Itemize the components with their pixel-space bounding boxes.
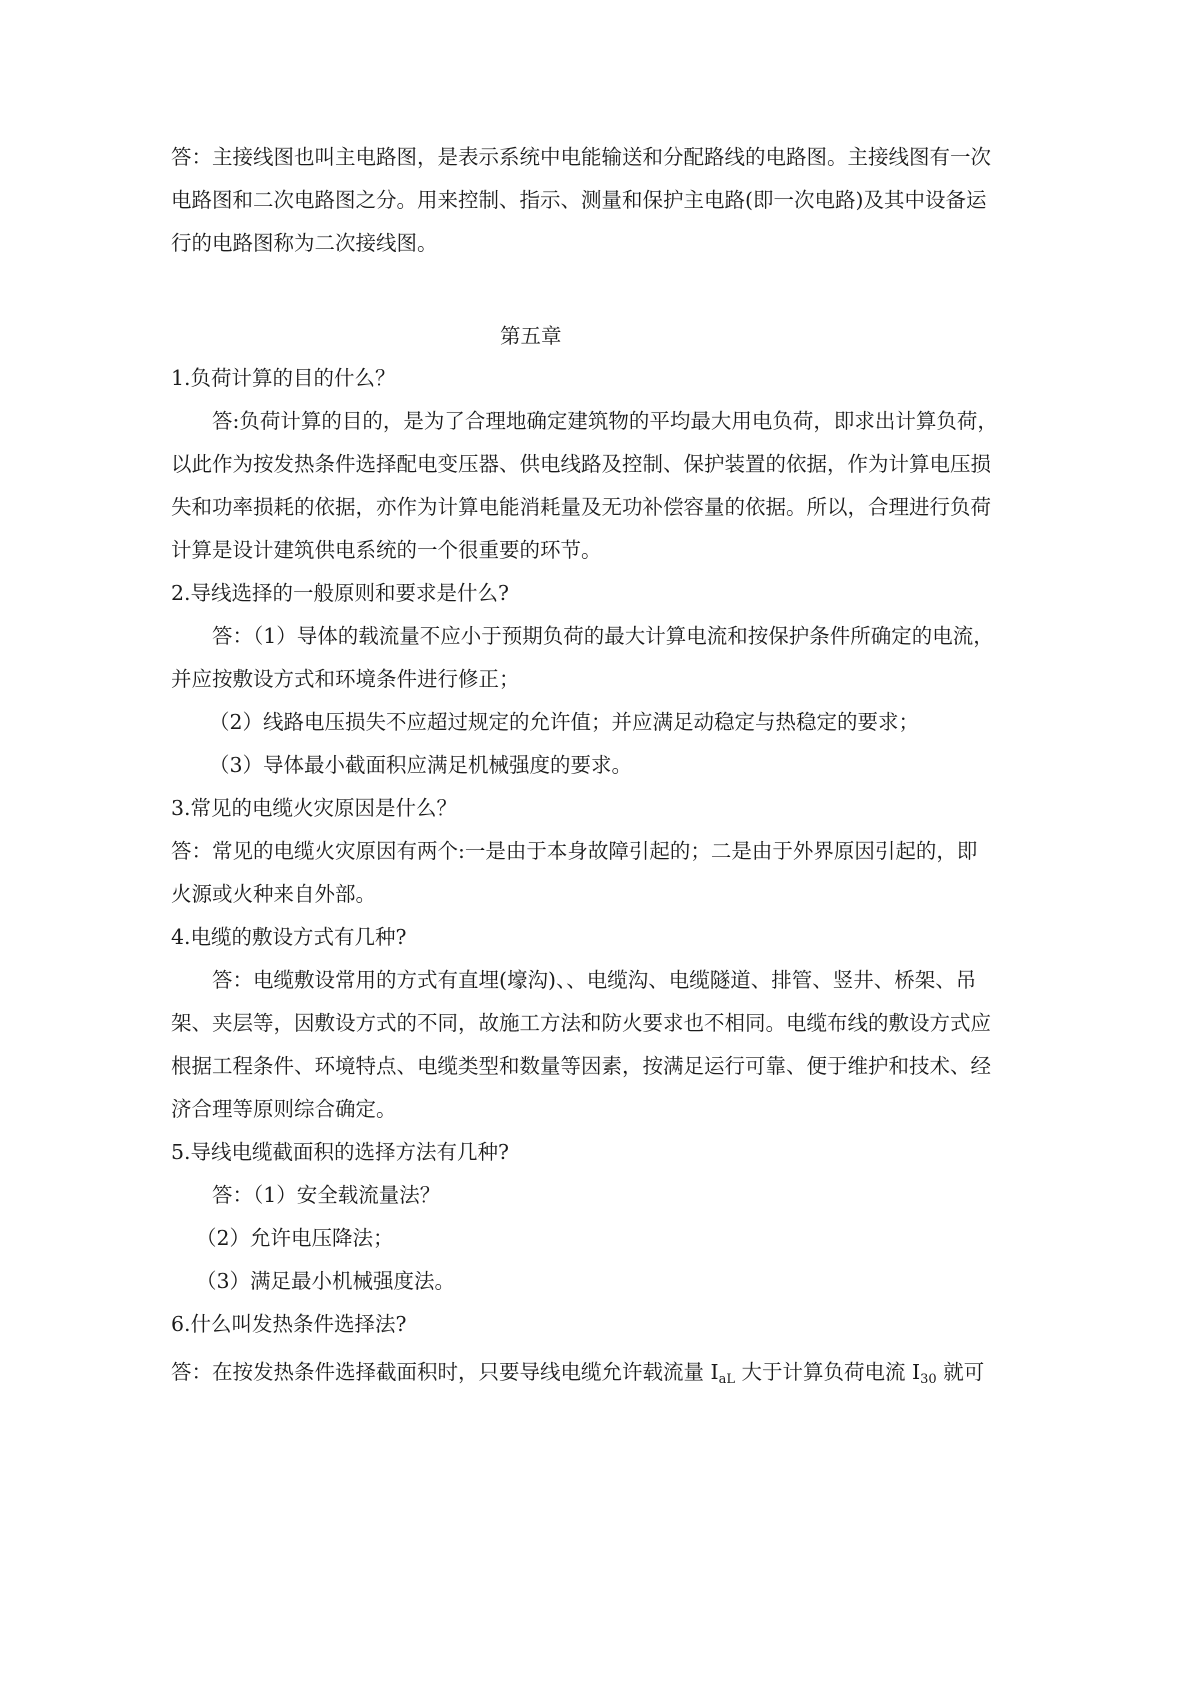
answer-3-line-2: 火源或火种来自外部。: [171, 882, 376, 906]
answer-3-line-1: 答：常见的电缆火灾原因有两个:一是由于本身故障引起的；二是由于外界原因引起的，即: [171, 839, 978, 863]
answer-1-line-2: 以此作为按发热条件选择配电变压器、供电线路及控制、保护装置的依据，作为计算电压损: [171, 452, 991, 476]
answer-6-line-1: [171, 1357, 984, 1395]
prev-answer-line-3: 行的电路图称为二次接线图。: [171, 231, 438, 255]
answer-2-line-2: 并应按敷设方式和环境条件进行修正；: [171, 667, 520, 691]
question-1: 1.负荷计算的目的什么？: [171, 366, 396, 390]
answer-2-line-3: （2）线路电压损失不应超过规定的允许值；并应满足动稳定与热稳定的要求；: [209, 710, 920, 734]
question-4: 4.电缆的敷设方式有几种?: [171, 925, 407, 949]
current-subscript-30: 30: [920, 1372, 937, 1387]
answer-5-line-1: 答：（1）安全载流量法？: [212, 1183, 441, 1207]
answer-2-line-4: （3）导体最小截面积应满足机械强度的要求。: [209, 753, 633, 777]
answer-5-line-3: （3）满足最小机械强度法。: [196, 1269, 456, 1293]
question-3: 3.常见的电缆火灾原因是什么？: [171, 796, 458, 820]
question-6: 6.什么叫发热条件选择法?: [171, 1312, 407, 1336]
chapter-title: 第五章: [500, 324, 562, 348]
question-2: 2.导线选择的一般原则和要求是什么?: [171, 581, 510, 605]
answer-4-line-3: 根据工程条件、环境特点、电缆类型和数量等因素，按满足运行可靠、便于维护和技术、经: [171, 1054, 991, 1078]
answer-6-text-part-3: 就可: [936, 1360, 985, 1384]
answer-5-line-2: （2）允许电压降法；: [196, 1226, 394, 1250]
answer-1-line-4: 计算是设计建筑供电系统的一个很重要的环节。: [171, 538, 602, 562]
answer-2-line-1: 答：（1）导体的载流量不应小于预期负荷的最大计算电流和按保护条件所确定的电流，: [212, 624, 994, 648]
answer-4-line-4: 济合理等原则综合确定。: [171, 1097, 397, 1121]
answer-1-line-1: 答:负荷计算的目的，是为了合理地确定建筑物的平均最大用电负荷，即求出计算负荷，: [212, 409, 998, 433]
prev-answer-line-2: 电路图和二次电路图之分。用来控制、指示、测量和保护主电路(即一次电路)及其中设备运: [171, 188, 987, 212]
question-5: 5.导线电缆截面积的选择方法有几种?: [171, 1140, 510, 1164]
answer-6-text-part-1: 答：在按发热条件选择截面积时，只要导线电缆允许载流量 I: [171, 1360, 719, 1384]
answer-4-line-2: 架、夹层等，因敷设方式的不同，故施工方法和防火要求也不相同。电缆布线的敷设方式应: [171, 1011, 991, 1035]
answer-1-line-3: 失和功率损耗的依据，亦作为计算电能消耗量及无功补偿容量的依据。所以，合理进行负荷: [171, 495, 991, 519]
answer-4-line-1: 答：电缆敷设常用的方式有直埋(壕沟)、、电缆沟、电缆隧道、排管、竖井、桥架、吊: [212, 968, 977, 992]
answer-6-text-part-2: 大于计算负荷电流 I: [735, 1360, 921, 1384]
prev-answer-line-1: 答：主接线图也叫主电路图，是表示系统中电能输送和分配路线的电路图。主接线图有一次: [171, 145, 991, 169]
current-subscript-al: aL: [718, 1372, 736, 1387]
